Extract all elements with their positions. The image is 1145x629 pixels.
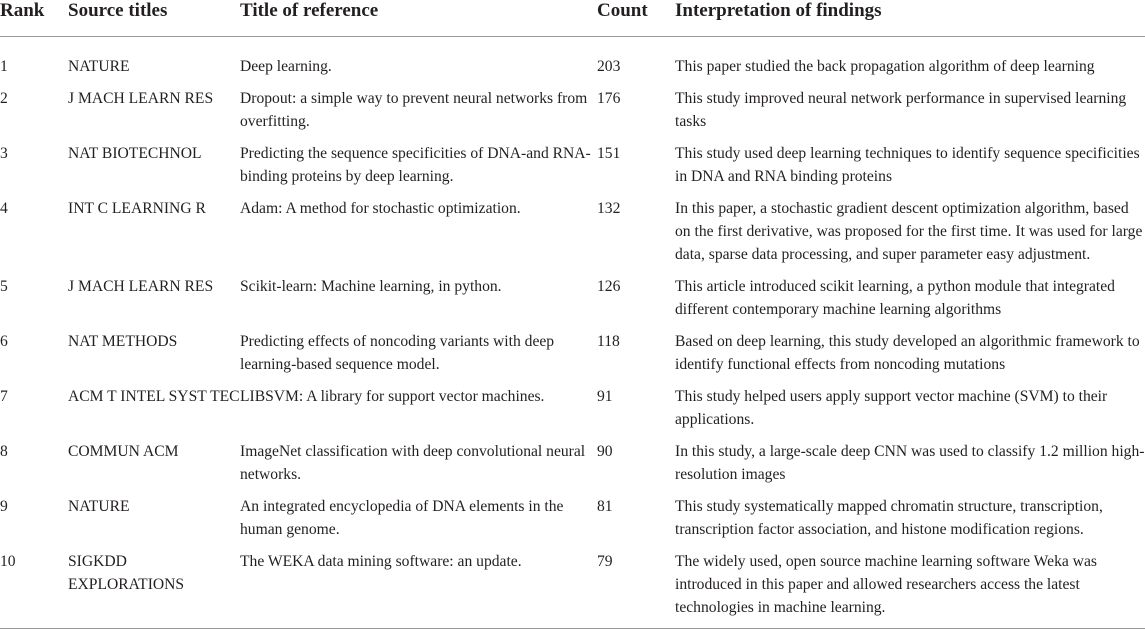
cell-title: Predicting the sequence specificities of DNA-and RNA-binding proteins by deep learning. — [240, 145, 591, 185]
header-row — [0, 0, 1145, 37]
cell-title: ImageNet classification with deep convolutional neural networks. — [240, 443, 586, 483]
header-rank: Rank — [0, 0, 68, 37]
cell-count: 118 — [597, 333, 620, 350]
cell-interpretation: The widely used, open source machine learning software Weka was introduced in this paper and allowed researchers access the latest technologies in machine learning. — [675, 546, 1145, 629]
cell-count: 203 — [597, 58, 621, 75]
cell-interpretation: This article introduced scikit learning, a python module that integrated different contemporary machine learning algorithms — [675, 278, 1115, 318]
header-count: Count — [597, 0, 675, 37]
cell-interpretation: This study systematically mapped chromatin structure, transcription, transcription factor association, and histone modification regions. — [675, 498, 1103, 538]
cell-source: NATURE — [68, 58, 130, 75]
cell-title: Dropout: a simple way to prevent neural networks from overfitting. — [240, 90, 588, 130]
cell-count: 79 — [597, 546, 675, 629]
cell-interpretation: This study helped users apply support vector machine (SVM) to their applications. — [675, 388, 1108, 428]
table-header — [0, 0, 1145, 37]
header-interpretation: Interpretation of findings — [675, 0, 1145, 37]
table-row — [0, 271, 1145, 326]
cell-title: The WEKA data mining software: an update. — [240, 546, 597, 629]
table-row — [0, 546, 1145, 629]
cell-count: 176 — [597, 90, 621, 107]
cell-count: 81 — [597, 498, 613, 515]
cell-count: 91 — [597, 388, 613, 405]
table-row — [0, 436, 1145, 491]
cell-rank: 3 — [0, 145, 8, 162]
cell-source: SIGKDD EXPLORATIONS — [68, 546, 240, 629]
cell-interpretation: In this study, a large-scale deep CNN was used to classify 1.2 million high-resolution images — [675, 443, 1145, 483]
cell-source: NATURE — [68, 498, 130, 515]
table-row — [0, 381, 1145, 436]
cell-rank: 1 — [0, 58, 8, 75]
cell-title: An integrated encyclopedia of DNA elements in the human genome. — [240, 498, 564, 538]
cell-rank: 7 — [0, 388, 8, 405]
cell-title: LIBSVM: A library for support vector machines. — [240, 388, 545, 405]
cell-title: Adam: A method for stochastic optimization. — [240, 200, 521, 217]
cell-rank: 10 — [0, 546, 68, 629]
cell-title: Deep learning. — [240, 58, 332, 75]
header-source-titles: Source titles — [68, 0, 240, 37]
cell-source: J MACH LEARN RES — [68, 90, 214, 107]
table-row — [0, 138, 1145, 193]
cell-interpretation: Based on deep learning, this study developed an algorithmic framework to identify functional effects from noncoding mutations — [675, 333, 1140, 373]
cell-source: INT C LEARNING R — [68, 200, 206, 217]
table-row — [0, 326, 1145, 381]
cell-count: 132 — [597, 200, 621, 217]
cell-count: 151 — [597, 145, 621, 162]
cell-rank: 5 — [0, 278, 8, 295]
cell-interpretation: This study used deep learning techniques to identify sequence specificities in DNA and RNA binding proteins — [675, 145, 1140, 185]
cell-source: NAT METHODS — [68, 333, 178, 350]
cell-source: ACM T INTEL SYST TEC — [68, 388, 240, 405]
cell-rank: 4 — [0, 200, 8, 217]
table-row — [0, 491, 1145, 546]
table-row — [0, 193, 1145, 271]
cell-source: NAT BIOTECHNOL — [68, 145, 202, 162]
cell-source: COMMUN ACM — [68, 443, 179, 460]
table-body — [0, 37, 1145, 629]
cell-count: 126 — [597, 278, 621, 295]
cell-source: J MACH LEARN RES — [68, 278, 214, 295]
cell-rank: 9 — [0, 498, 8, 515]
cell-title: Scikit-learn: Machine learning, in python. — [240, 278, 502, 295]
cell-interpretation: This paper studied the back propagation algorithm of deep learning — [675, 58, 1095, 75]
cell-rank: 2 — [0, 90, 8, 107]
table-row — [0, 37, 1145, 84]
cell-title: Predicting effects of noncoding variants with deep learning-based sequence model. — [240, 333, 555, 373]
cell-rank: 6 — [0, 333, 8, 350]
cell-rank: 8 — [0, 443, 8, 460]
table-row — [0, 83, 1145, 138]
cell-interpretation: This study improved neural network performance in supervised learning tasks — [675, 90, 1127, 130]
cell-interpretation: In this paper, a stochastic gradient descent optimization algorithm, based on the first derivative, was proposed for the first time. It was used for large data, sparse data processing, and super parameter easy adjustment. — [675, 200, 1143, 263]
cell-count: 90 — [597, 443, 613, 460]
header-title-of-reference: Title of reference — [240, 0, 597, 37]
